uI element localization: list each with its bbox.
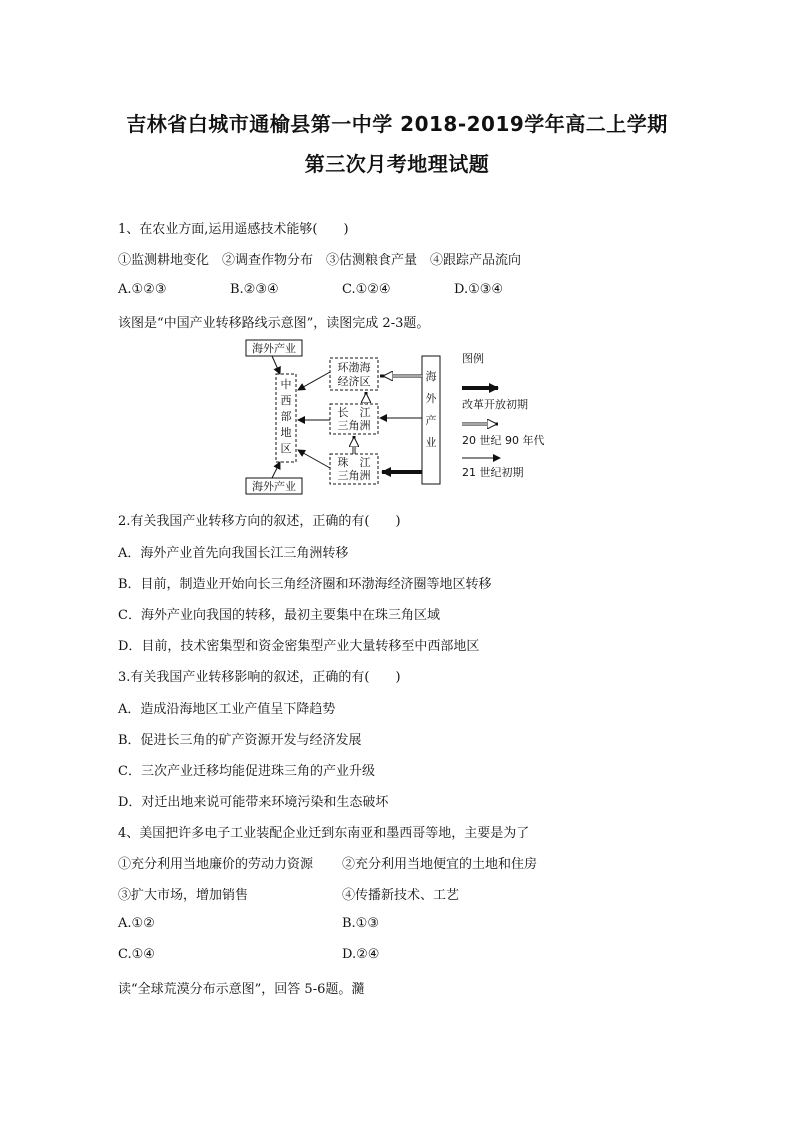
document-title-line2: 第三次月考地理试题	[304, 152, 490, 176]
overseas-right-char-2: 外	[425, 392, 437, 405]
q1-option-d: D.①③④	[454, 282, 504, 297]
central-west-char-2: 西	[280, 394, 292, 407]
q4-option-c: C.①④	[118, 947, 155, 962]
changjiang-label-1: 长 江	[337, 406, 371, 419]
q4-option-d: D.②④	[342, 947, 380, 962]
q4-option-a: A.①②	[118, 916, 155, 931]
q3-option-b: B．促进长三角的矿产资源开发与经济发展	[118, 733, 362, 748]
q4-item-4: ④传播新技术、工艺	[342, 888, 460, 903]
overseas-right-char-4: 业	[425, 436, 437, 449]
q1-option-c: C.①②④	[342, 282, 391, 297]
bohai-label-1: 环渤海	[337, 361, 371, 374]
q2-option-d: D．目前，技术密集型和资金密集型产业大量转移至中西部地区	[118, 639, 480, 654]
changjiang-label-2: 三角洲	[337, 419, 371, 432]
q2-option-c: C．海外产业向我国的转移，最初主要集中在珠三角区域	[118, 608, 440, 623]
legend-item-3: 21 世纪初期	[462, 466, 524, 479]
central-west-char-4: 地	[280, 426, 292, 439]
arrow-bohai-to-central	[298, 372, 330, 390]
legend-item-1: 改革开放初期	[462, 398, 528, 411]
q3-option-c: C．三次产业迁移均能促进珠三角的产业升级	[118, 764, 375, 779]
q1-option-b: B.②③④	[230, 282, 279, 297]
overseas-right-char-1: 海	[425, 370, 437, 383]
q3-stem: 3.有关我国产业转移影响的叙述，正确的有( )	[118, 670, 401, 685]
overseas-bottom-label: 海外产业	[252, 480, 296, 493]
intro-5-6: 读“全球荒漠分布示意图”，回答 5-6题。瀡	[118, 982, 365, 997]
overseas-right-char-3: 产	[425, 414, 437, 427]
q4-stem: 4、美国把许多电子工业装配企业迁到东南亚和墨西哥等地，主要是为了	[118, 826, 530, 841]
overseas-top-label: 海外产业	[252, 342, 296, 355]
q1-option-a: A.①②③	[118, 282, 167, 297]
arrow-overseas-bottom-to-central	[272, 462, 280, 478]
arrow-zhujiang-to-central	[298, 450, 330, 468]
q2-stem: 2.有关我国产业转移方向的叙述，正确的有( )	[118, 514, 401, 529]
q1-stem: 1、在农业方面,运用遥感技术能够( )	[118, 222, 349, 237]
q4-option-b: B.①③	[342, 916, 379, 931]
legend-title: 图例	[462, 352, 484, 365]
zhujiang-label-1: 珠 江	[337, 456, 371, 469]
central-west-char-5: 区	[280, 442, 292, 455]
q2-option-a: A．海外产业首先向我国长江三角洲转移	[118, 546, 349, 561]
intro-2-3: 该图是“中国产业转移路线示意图”，读图完成 2-3题。	[118, 316, 430, 331]
legend-item-2: 20 世纪 90 年代	[462, 434, 545, 447]
q3-option-a: A．造成沿海地区工业产值呈下降趋势	[118, 702, 336, 717]
industry-transfer-diagram	[244, 338, 564, 498]
central-west-char-1: 中	[280, 378, 292, 391]
central-west-char-3: 部	[280, 410, 292, 423]
zhujiang-label-2: 三角洲	[337, 469, 371, 482]
q4-item-1: ①充分利用当地廉价的劳动力资源	[118, 857, 314, 872]
q4-item-3: ③扩大市场，增加销售	[118, 888, 249, 903]
q4-item-2: ②充分利用当地便宜的土地和住房	[342, 857, 538, 872]
arrow-overseas-top-to-central	[272, 356, 280, 374]
q3-option-d: D．对迁出地来说可能带来环境污染和生态破坏	[118, 795, 389, 810]
bohai-label-2: 经济区	[337, 375, 371, 388]
document-title-line1: 吉林省白城市通榆县第一中学 2018-2019学年高二上学期	[126, 112, 668, 136]
q1-items: ①监测耕地变化 ②调查作物分布 ③估测粮食产量 ④跟踪产品流向	[118, 253, 522, 268]
q2-option-b: B．目前，制造业开始向长三角经济圈和环渤海经济圈等地区转移	[118, 577, 492, 592]
